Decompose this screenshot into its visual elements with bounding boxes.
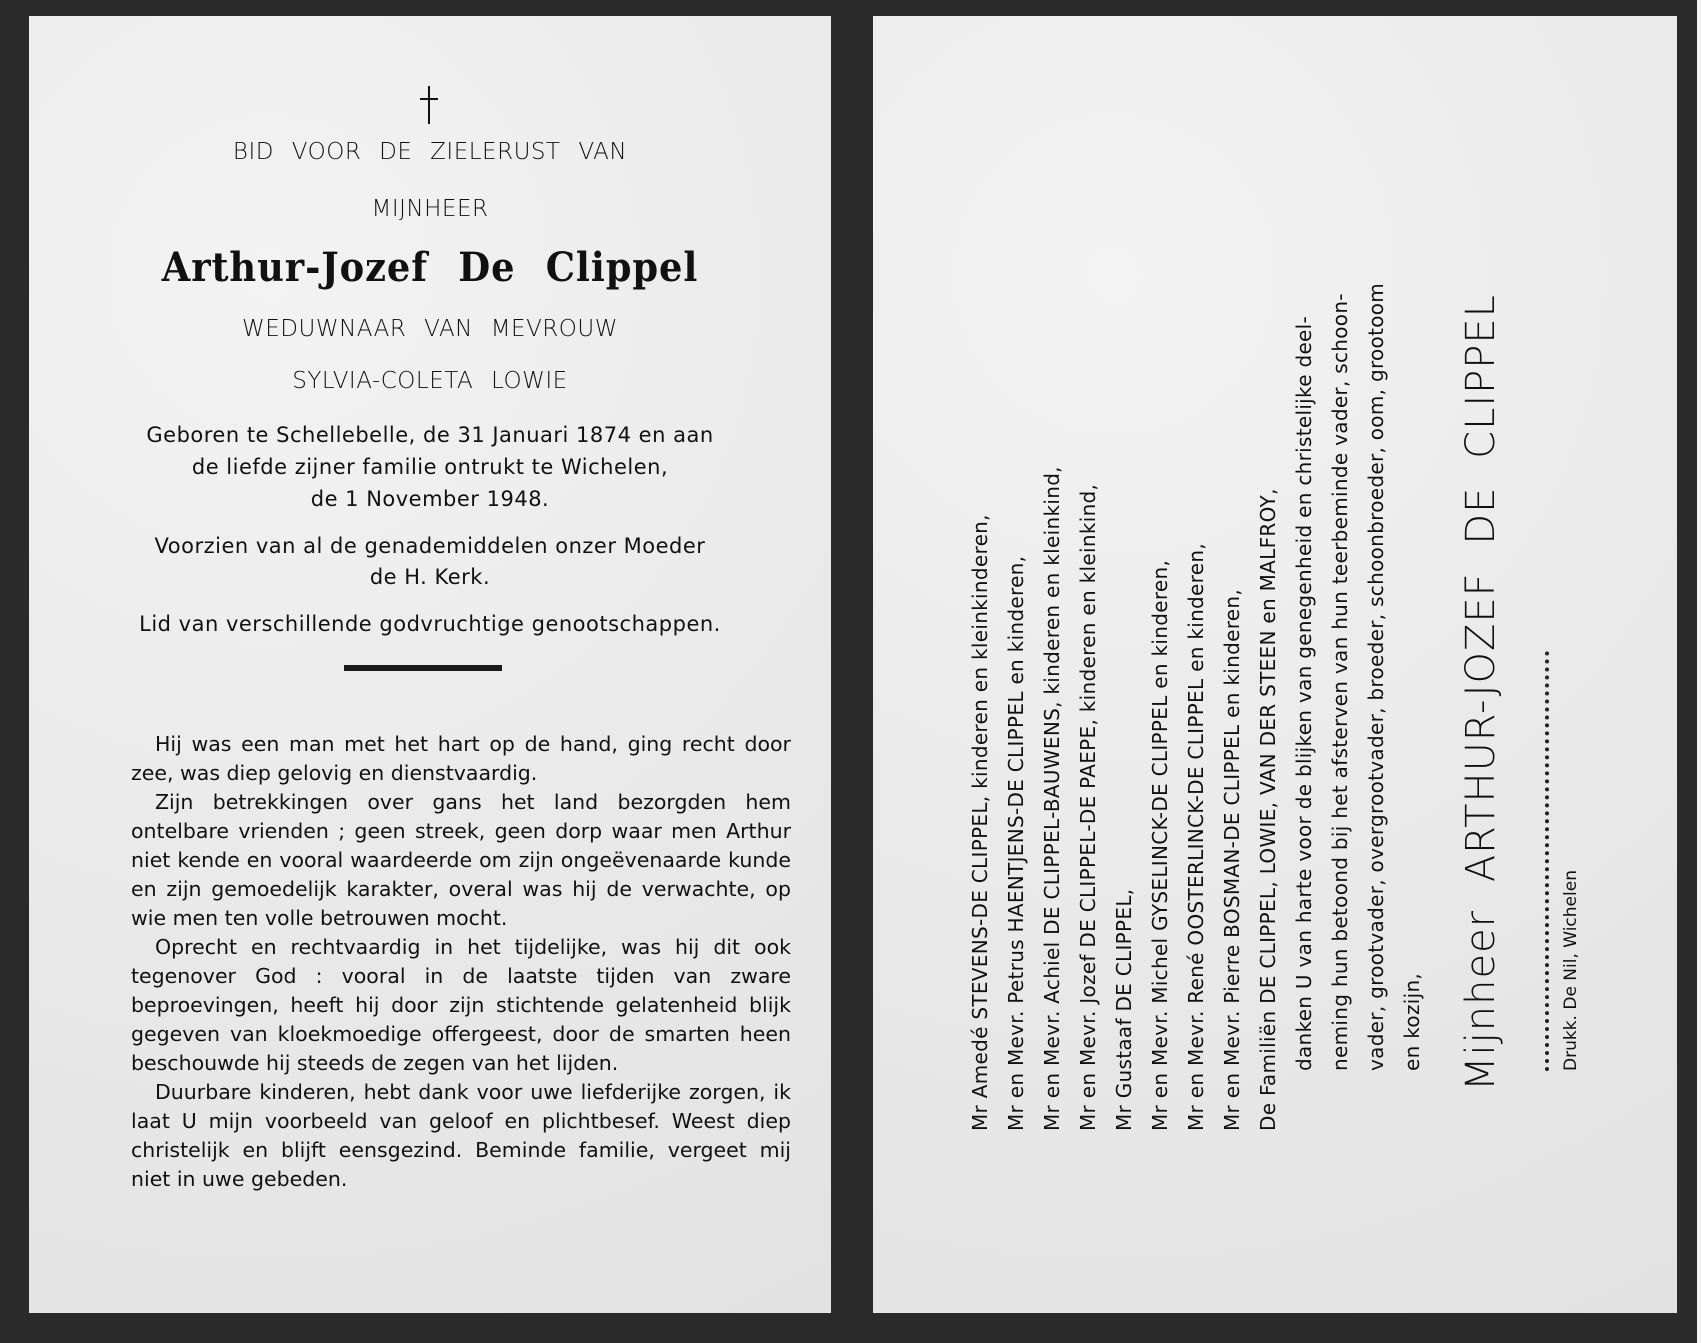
eulogy-paragraph: Oprecht en rechtvaardig in het tijdelijke, was hij dit ook tegenover God : vooral in de laatste tijden van zware beproevingen, heeft hij door zijn stichtende gelatenheid blijk gegeven van kloekmoedige offergeest, door de smarten heen beschouwde hij steeds de zegen van het lijden.	[131, 935, 791, 1075]
sacraments-line: Voorzien van al de genademiddelen onzer Moeder	[154, 534, 706, 558]
death-date: de 1 November 1948.	[310, 487, 550, 511]
deceased-title: Mijnheer ARTHUR-JOZEF DE CLIPPEL	[1458, 294, 1504, 1091]
printer-credit: Drukk. De Nil, Wichelen	[1561, 870, 1581, 1071]
eulogy-paragraph: Zijn betrekkingen over gans het land bezorgden hem ontelbare vrienden ; geen streek, geen dorp waar men Arthur niet kende en vooral waardeerde om zijn ongeëvenaarde kunde en zijn gemoedelijk karakter, overal was hij de verwachte, op wie men ten volle betrouwen mocht.	[131, 790, 791, 930]
death-line: de liefde zijner familie ontrukt te Wichelen,	[191, 455, 669, 479]
sacraments-line: de H. Kerk.	[369, 565, 491, 589]
family-line: Mr Gustaaf DE CLIPPEL,	[1112, 888, 1136, 1131]
thanks-line: danken U van harte voor de blijken van genegenheid en christelijke deel-	[1292, 315, 1316, 1071]
prayer-heading: BID VOOR DE ZIELERUST VAN	[232, 139, 628, 165]
cross-icon	[417, 86, 441, 126]
widower-of-label: WEDUWNAAR VAN MEVROUW	[242, 316, 618, 342]
dotted-rule	[1545, 651, 1549, 1071]
family-line: Mr en Mevr. Jozef DE CLIPPEL-DE PAEPE, kinderen en kleinkind,	[1076, 483, 1100, 1131]
spouse-name: SYLVIA-COLETA LOWIE	[292, 368, 568, 394]
eulogy-paragraph: Duurbare kinderen, hebt dank voor uwe liefderijke zorgen, ik laat U mijn voorbeeld van geloof en plichtbesef. Weest diep christelijk en blijft eensgezind. Beminde familie, vergeet mij niet in uwe gebeden.	[131, 1080, 791, 1191]
thanks-line: neming hun betoond bij het afsterven van hun teerbeminde vader, schoon-	[1328, 293, 1352, 1071]
thanks-line: vader, grootvader, overgrootvader, broeder, schoonbroeder, oom, grootoom	[1364, 282, 1388, 1071]
family-line: Mr en Mevr. Pierre BOSMAN-DE CLIPPEL en kinderen,	[1220, 588, 1244, 1131]
birth-line: Geboren te Schellebelle, de 31 Januari 1874 en aan	[146, 423, 714, 447]
family-line: Mr en Mevr. Achiel DE CLIPPEL-BAUWENS, kinderen en kleinkind,	[1040, 466, 1064, 1131]
thanks-line: en kozijn,	[1400, 972, 1424, 1071]
eulogy-text	[131, 730, 791, 1194]
family-line: Mr en Mevr. Michel GYSELINCK-DE CLIPPEL en kinderen,	[1148, 559, 1172, 1131]
family-line: Mr en Mevr. Petrus HAENTJENS-DE CLIPPEL en kinderen,	[1004, 555, 1028, 1131]
eulogy-paragraph: Hij was een man met het hart op de hand, ging recht door zee, was diep gelovig en dienstvaardig.	[131, 732, 791, 785]
family-line: Mr en Mevr. René OOSTERLINCK-DE CLIPPEL en kinderen,	[1184, 543, 1208, 1131]
membership-line: Lid van verschillende godvruchtige genootschappen.	[139, 612, 721, 636]
right-panel	[873, 16, 1677, 1313]
deceased-name: Arthur-Jozef De Clippel	[161, 244, 699, 291]
honorific: MIJNHEER	[371, 196, 489, 222]
family-line: De Familiën DE CLIPPEL, LOWIE, VAN DER STEEN en MALFROY,	[1256, 488, 1280, 1131]
left-panel	[29, 16, 831, 1313]
family-line: Mr Amedé STEVENS-DE CLIPPEL, kinderen en kleinkinderen,	[968, 514, 992, 1131]
divider-rule	[344, 665, 502, 671]
